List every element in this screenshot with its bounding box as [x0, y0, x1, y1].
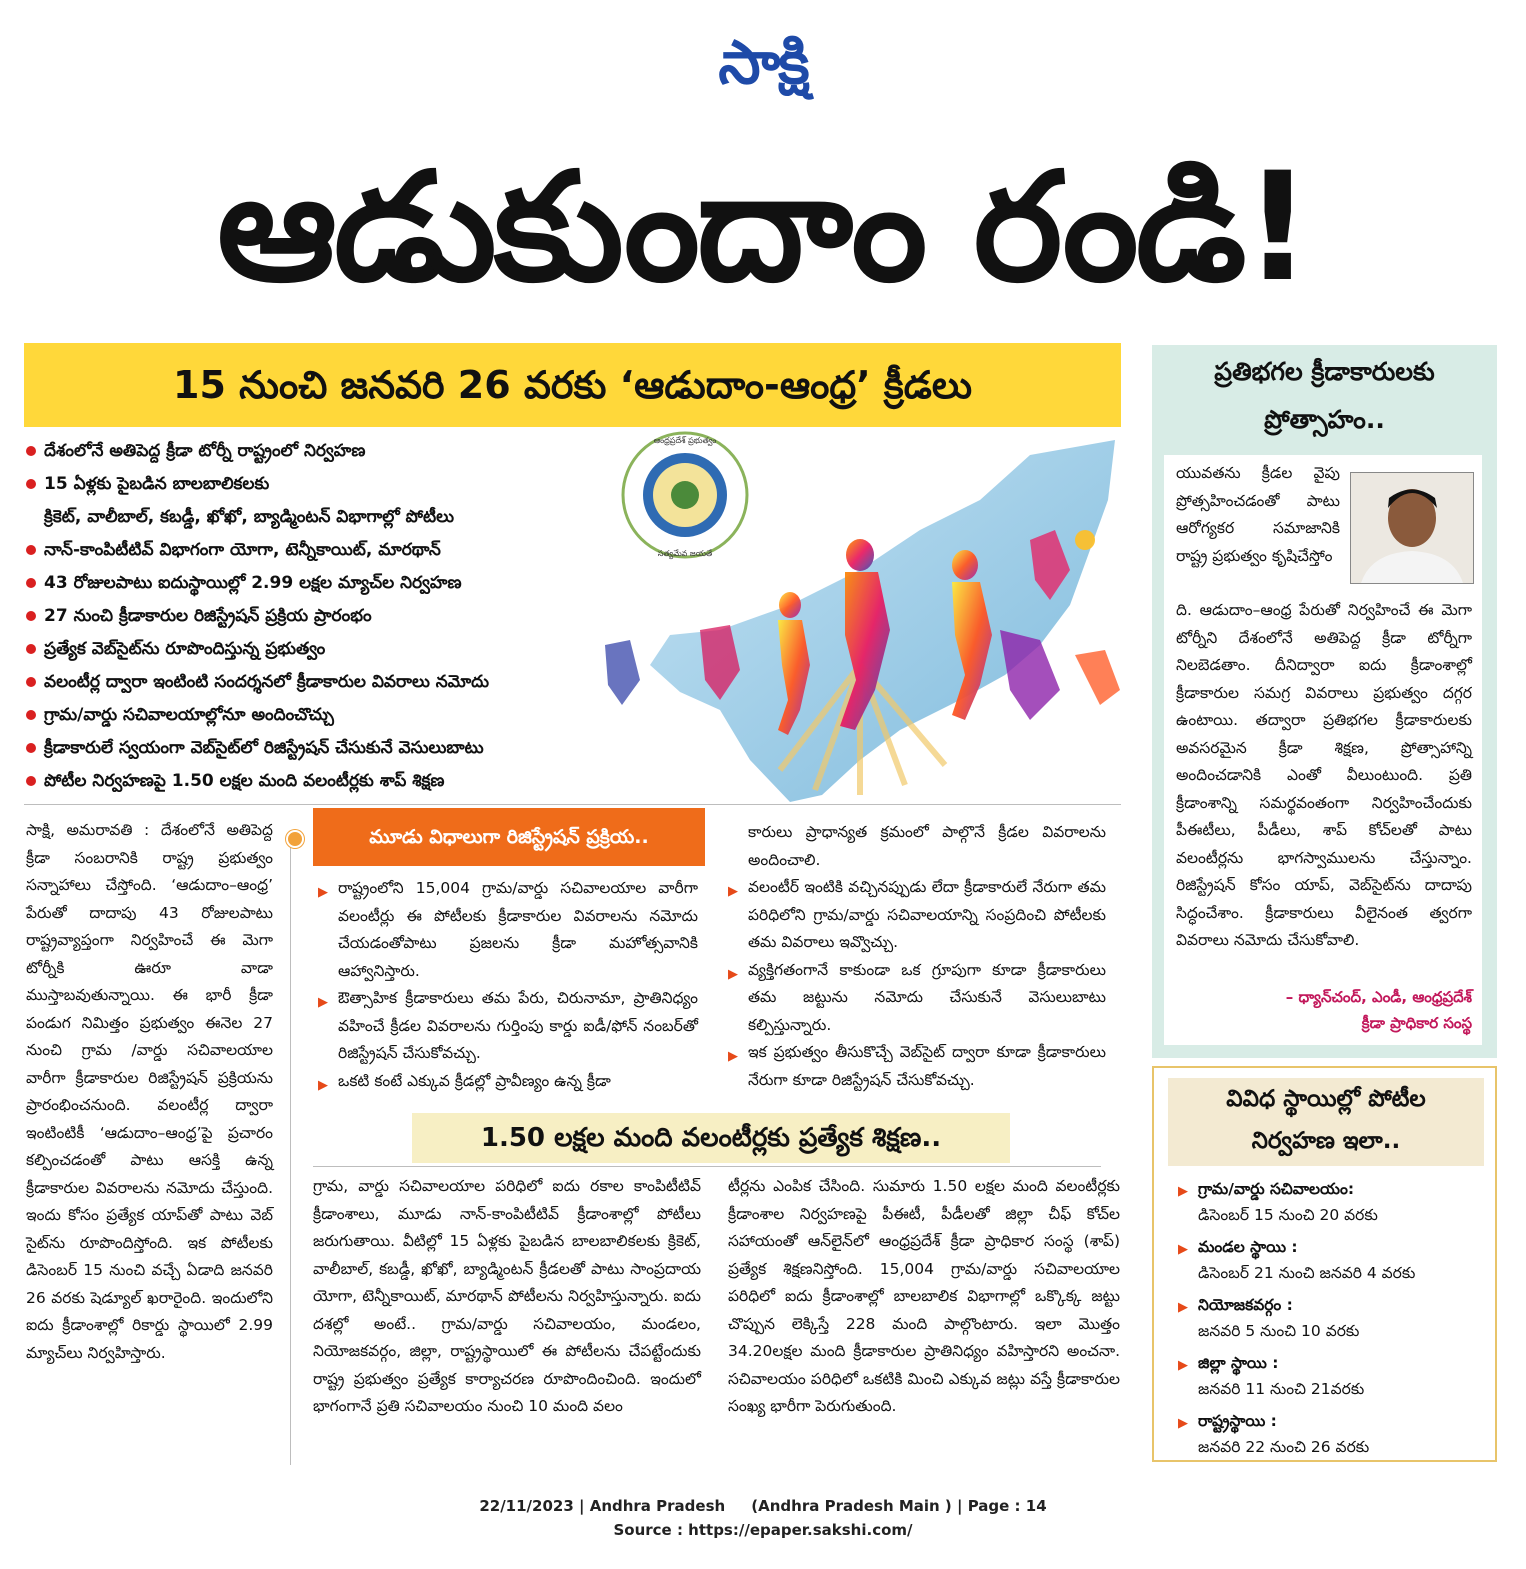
section-divider — [24, 804, 1121, 805]
red-bullet-icon — [26, 710, 36, 720]
triangle-bullet-icon: ▶ — [1178, 1416, 1188, 1431]
list-item: ▶ రాష్ట్రంలోని 15,004 గ్రామ/వార్డు సచివాలయాల వారీగా వలంటీర్లు ఈ పోటీలకు క్రీడాకారుల వివరాలను నమోదు చేయడంతోపాటు ప్రజలను క్రీడా మహోత్సవానికి ఆహ్వానిస్తారు. — [318, 879, 698, 980]
triangle-bullet-icon: ▶ — [728, 884, 738, 899]
official-portrait-photo — [1350, 472, 1474, 584]
emblem-seal-icon — [623, 433, 747, 560]
triangle-bullet-icon: ▶ — [318, 885, 328, 900]
footer-source: Source : https://epaper.sakshi.com/ — [613, 1521, 913, 1539]
list-item: ▶ గ్రామ/వార్డు సచివాలయం: డిసెంబర్ 15 నుంచి 20 వరకు — [1178, 1180, 1378, 1224]
list-item: ▶ వ్యక్తిగతంగానే కాకుండా ఒక గ్రూపుగా కూడా క్రీడాకారులు తమ జట్టును నమోదు చేసుకునే వెసులుబాటు కల్పిస్తున్నారు. — [728, 960, 1106, 1034]
list-item: నాన్-కాంపిటీటివ్ విభాగంగా యోగా, టెన్నీకాయిట్, మారథాన్ — [24, 536, 624, 569]
seal-motto: సత్యమేవ జయతే — [657, 549, 713, 558]
banner-subheadline: 15 నుంచి జనవరి 26 వరకు ‘ఆడుదాం-ఆంధ్ర’ క్రీడలు — [24, 343, 1121, 427]
training-section-title: 1.50 లక్షల మంది వలంటీర్లకు ప్రత్యేక శిక్షణ.. — [412, 1113, 1010, 1163]
list-item: ▶ నియోజకవర్గం : జనవరి 5 నుంచి 10 వరకు — [1178, 1296, 1360, 1340]
highlights-list — [24, 437, 624, 800]
person-photo-icon — [1351, 473, 1473, 583]
list-item: దేశంలోనే అతిపెద్ద క్రీడా టోర్నీ రాష్ట్రంలో నిర్వహణ — [24, 437, 624, 470]
list-item: 15 ఏళ్లకు పైబడిన బాలబాలికలకు — [24, 470, 624, 503]
list-item: ▶ ఔత్సాహిక క్రీడాకారులు తమ పేరు, చిరునామా, ప్రాతినిధ్యం వహించే క్రీడల వివరాలను గుర్తింపు కార్డు ఐడీ/ఫోన్ నంబర్‌తో రిజిస్ట్రేషన్ చేసుకోవచ్చు. — [318, 989, 698, 1062]
list-item: ప్రత్యేక వెబ్‌సైట్‌ను రూపొందిస్తున్న ప్రభుత్వం — [24, 635, 624, 668]
list-item: ▶ ఇక ప్రభుత్వం తీసుకొచ్చే వెబ్‌సైట్ ద్వారా కూడా క్రీడాకారులు నేరుగా కూడా రిజిస్ట్రేషన్ చేసుకోవచ్చు. — [728, 1043, 1106, 1089]
red-bullet-icon — [26, 644, 36, 654]
quote-text: ది. ఆడుదాం–ఆంధ్ర పేరుతో నిర్వహించే ఈ మెగా టోర్నీని దేశంలోనే అతిపెద్ద క్రీడా టోర్నీగా నిలబెడతాం. దీనిద్వారా ఐదు క్రీడాంశాల్లో క్రీడాకారుల సమగ్ర వివరాలు ప్రభుత్వం దగ్గర ఉంటాయి. తద్వారా ప్రతిభగల క్రీడాకారులకు అవసరమైన క్రీడా శిక్షణ, ప్రోత్సాహాన్ని అందించడానికి ఎంతో వీలుంటుంది. ప్రతి క్రీడాంశాన్ని సమర్థవంతంగా నిర్వహించేందుకు పీఈటీలు, పీడీలు, శాప్ కోచ్‌లతో పాటు వలంటీర్లను భాగస్వాములను చేస్తున్నాం. రిజిస్ట్రేషన్ కోసం యాప్, వెబ్‌సైట్‌ను దాదాపు సిద్ధంచేశాం. క్రీడాకారులు వీలైనంత త్వరగా వివరాలు నమోదు చేసుకోవాలి. — [1176, 601, 1472, 949]
red-bullet-icon — [26, 611, 36, 621]
triangle-bullet-icon: ▶ — [728, 1049, 738, 1064]
quote-sidebar-title: ప్రతిభగల క్రీడాకారులకు ప్రోత్సాహం.. — [1214, 357, 1435, 434]
registration-column-2 — [726, 819, 1106, 1094]
red-bullet-icon — [26, 776, 36, 786]
red-bullet-icon — [26, 446, 36, 456]
section-marker-icon — [286, 830, 304, 848]
list-item: పోటీల నిర్వహణపై 1.50 లక్షల మంది వలంటీర్లకు శాప్ శిక్షణ — [24, 767, 624, 800]
list-item: గ్రామ/వార్డు సచివాలయాల్లోనూ అందించొచ్చు — [24, 701, 624, 734]
levels-list — [1176, 1176, 1482, 1460]
masthead-logo: సాక్షి — [718, 28, 808, 98]
list-item: ▶ ఒకటి కంటే ఎక్కువ క్రీడల్లో ప్రావీణ్యం ఉన్న క్రీడా — [316, 1068, 698, 1096]
list-item: ▶ మండల స్థాయి : డిసెంబర్ 21 నుంచి జనవరి 4 వరకు — [1178, 1238, 1416, 1282]
registration-continuation: కారులు ప్రాధాన్యత క్రమంలో పాల్గొనే క్రీడల వివరాలను అందించాలి. — [748, 823, 1106, 869]
triangle-bullet-icon: ▶ — [1178, 1300, 1188, 1315]
triangle-bullet-icon: ▶ — [728, 966, 738, 982]
triangle-bullet-icon: ▶ — [318, 1077, 328, 1093]
red-bullet-icon — [26, 677, 36, 687]
list-item: ▶ వలంటీర్ ఇంటికి వచ్చినప్పుడు లేదా క్రీడాకారులే నేరుగా తమ పరిధిలోని గ్రామ/వార్డు సచివాలయాన్ని సంప్రదించి పోటీలకు తమ వివరాలు ఇవ్వొచ్చు. — [728, 878, 1106, 951]
column-divider — [290, 835, 291, 1465]
training-column-2: టీర్లను ఎంపిక చేసింది. సుమారు 1.50 లక్షల మంది వలంటీర్లకు క్రీడాంశాల నిర్వహణపై పీఈటీ, పీడీలతో జిల్లా చీఫ్ కోచ్‌ల సహాయంతో ఆన్‌లైన్‌లో ఆంధ్రప్రదేశ్ క్రీడా ప్రాధికార సంస్థ (శాప్) ప్రత్యేక శిక్షణనిస్తోంది. 15,004 గ్రామ/వార్డు సచివాలయాల పరిధిలో ఐదు క్రీడాంశాల్లో బాలబాలిక విభాగాల్లో ఒక్కొక్క జట్టు చొప్పున లెక్కిస్తే 228 మంది పాల్గొంటారు. ఇలా మొత్తం 34.20లక్షల మంది క్రీడాకారుల ప్రాతినిధ్యం వహిస్తారని అంచనా. సచివాలయం పరిధిలో ఒకటికి మించి ఎక్కువ జట్లు వస్తే క్రీడాకారుల సంఖ్య భారీగా పెరుగుతుంది. — [728, 1177, 1120, 1415]
registration-column-1 — [316, 875, 698, 1095]
list-item-continuation: క్రికెట్, వాలీబాల్, కబడ్డీ, ఖోఖో, బ్యాడ్మింటన్ విభాగాల్లో పోటీలు — [44, 507, 455, 527]
training-column-1: గ్రామ, వార్డు సచివాలయాల పరిధిలో ఐదు రకాల కాంపిటీటివ్ క్రీడాంశాలు, మూడు నాన్-కాంపిటీటివ్ క్రీడాంశాల్లో పోటీలు జరుగుతాయి. వీటిల్లో 15 ఏళ్లకు పైబడిన బాలబాలికలకు క్రికెట్, వాలీబాల్, కబడ్డీ, ఖోఖో, బ్యాడ్మింటన్ క్రీడలతో పాటు సాంప్రదాయ యోగా, టెన్నీకాయిట్, మారథాన్ పోటీలను నిర్వహిస్తున్నారు. ఐదు దశల్లో అంటే.. గ్రామ/వార్డు సచివాలయం, మండలం, నియోజకవర్గం, జిల్లా, రాష్ట్రస్థాయిలో ఈ పోటీలను చేపట్టేందుకు రాష్ట్ర ప్రభుత్వం ప్రత్యేక కార్యాచరణ రూపొందించింది. ఇందులో భాగంగానే ప్రతి సచివాలయం నుంచి 10 మంది వలం — [313, 1177, 701, 1415]
triangle-bullet-icon: ▶ — [1178, 1358, 1188, 1373]
footer-date-edition: 22/11/2023 | Andhra Pradesh (Andhra Pradesh Main ) | Page : 14 — [479, 1497, 1047, 1515]
list-item: 43 రోజులపాటు ఐదుస్థాయిల్లో 2.99 లక్షల మ్యాచ్‌ల నిర్వహణ — [24, 569, 624, 602]
left-column-article: సాక్షి, అమరావతి : దేశంలోనే అతిపెద్ద క్రీడా సంబరానికి రాష్ట్ర ప్రభుత్వం సన్నాహాలు చేస్తోంది. ‘ఆడుదాం–ఆంధ్ర’ పేరుతో దాదాపు 43 రోజులపాటు రాష్ట్రవ్యాప్తంగా నిర్వహించే ఈ మెగా టోర్నీకి ఊరూ వాడా ముస్తాబవుతున్నాయి. ఈ భారీ క్రీడా పండుగ నిమిత్తం ప్రభుత్వం ఈనెల 27 నుంచి గ్రామ /వార్డు సచివాలయాల వారీగా క్రీడాకారుల రిజిస్ట్రేషన్ ప్రక్రియను ప్రారంభించనుంది. వలంటీర్ల ద్వారా ఇంటింటికీ ‘ఆడుదాం–ఆంధ్ర’పై ప్రచారం కల్పించడంతో పాటు ఆసక్తి ఉన్న క్రీడాకారుల వివరాలను నమోదు చేస్తుంది. ఇందు కోసం ప్రత్యేక యాప్‌తో పాటు వెబ్ సైట్‌ను రూపొందిస్తోంది. ఇక పోటీలకు డిసెంబర్ 15 నుంచి వచ్చే ఏడాది జనవరి 26 వరకు షెడ్యూల్ ఖరారైంది. ఇందులోని ఐదు క్రీడాంశాల్లో రికార్డు స్థాయిలో 2.99 మ్యాచ్‌లు నిర్వహిస్తారు. — [26, 821, 273, 1362]
list-item: క్రీడాకారులే స్వయంగా వెబ్‌సైట్‌లో రిజిస్ట్రేషన్ చేసుకునే వెసులుబాటు — [24, 734, 624, 767]
quote-text-beside-photo: యువతను క్రీడల వైపు ప్రోత్సహించడంతో పాటు ఆరోగ్యకర సమాజానికి రాష్ట్ర ప్రభుత్వం కృషిచేస్తోం — [1176, 464, 1340, 565]
red-bullet-icon — [26, 578, 36, 588]
list-item: ▶ జిల్లా స్థాయి : జనవరి 11 నుంచి 21వరకు — [1178, 1354, 1365, 1398]
list-item: 27 నుంచి క్రీడాకారుల రిజిస్ట్రేషన్ ప్రక్రియ ప్రారంభం — [24, 602, 624, 635]
red-bullet-icon — [26, 479, 36, 489]
levels-box-title: వివిధ స్థాయిల్లో పోటీల నిర్వహణ ఇలా.. — [1168, 1078, 1484, 1166]
registration-section-title: మూడు విధాలుగా రిజిస్ట్రేషన్ ప్రక్రియ.. — [313, 808, 705, 866]
ap-map-athletes-illustration — [560, 430, 1125, 805]
quote-credit: – ధ్యాన్‌చంద్, ఎండీ, ఆంధ్రప్రదేశ్ క్రీడా ప్రాధికార సంస్థ — [1285, 988, 1472, 1032]
section-divider — [313, 1166, 1101, 1167]
page-footer — [0, 1494, 1526, 1542]
list-item: ▶ రాష్ట్రస్థాయి : జనవరి 22 నుంచి 26 వరకు — [1178, 1412, 1370, 1456]
triangle-bullet-icon: ▶ — [1178, 1242, 1188, 1257]
triangle-bullet-icon: ▶ — [318, 995, 328, 1010]
headline: ఆడుకుందాం రండి! — [217, 141, 1309, 315]
triangle-bullet-icon: ▶ — [1178, 1184, 1188, 1199]
list-item: వలంటీర్ల ద్వారా ఇంటింటి సందర్శనలో క్రీడాకారుల వివరాలు నమోదు — [24, 668, 624, 701]
red-bullet-icon — [26, 743, 36, 753]
seal-text: ఆంధ్రప్రదేశ్ ప్రభుత్వం — [653, 436, 717, 445]
red-bullet-icon — [26, 545, 36, 555]
